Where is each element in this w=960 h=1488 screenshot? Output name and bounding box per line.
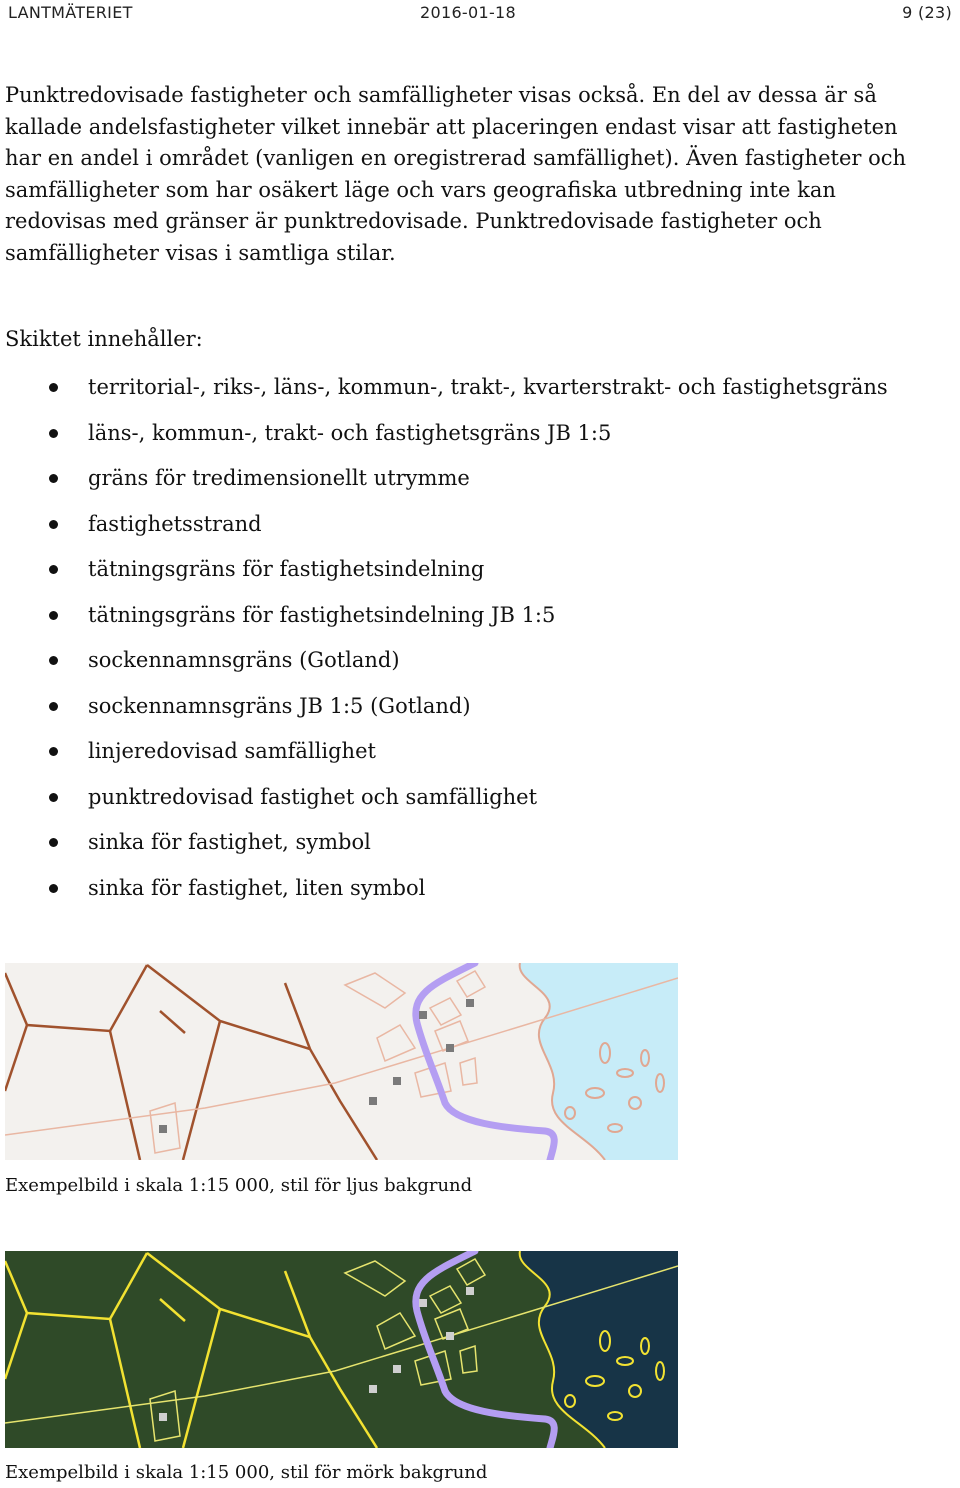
paragraph-line: samfälligheter som har osäkert läge och vars geografiska utbredning inte kan	[5, 177, 836, 202]
layer-list-intro: Skiktet innehåller:	[5, 327, 203, 351]
point-property-symbol	[159, 1125, 167, 1133]
paragraph-line: Punktredovisade fastigheter och samfälligheter visas också. En del av dessa är så	[5, 83, 877, 107]
list-item: sinka för fastighet, liten symbol	[0, 866, 888, 912]
point-property-symbol	[369, 1097, 377, 1105]
header-page-number: 9 (23)	[902, 3, 952, 22]
body-paragraph	[5, 80, 960, 269]
point-property-symbol	[393, 1365, 401, 1373]
figure-caption-dark: Exempelbild i skala 1:15 000, stil för mörk bakgrund	[5, 1462, 488, 1483]
paragraph-line: samfälligheter visas i samtliga stilar.	[5, 240, 396, 265]
list-item: sinka för fastighet, symbol	[0, 820, 888, 866]
figure-caption-light: Exempelbild i skala 1:15 000, stil för ljus bakgrund	[5, 1175, 473, 1196]
point-property-symbol	[466, 999, 474, 1007]
example-map-dark	[5, 1251, 678, 1448]
list-item: tätningsgräns för fastighetsindelning JB 1:5	[0, 593, 888, 639]
list-item: gräns för tredimensionellt utrymme	[0, 456, 888, 502]
list-item: läns-, kommun-, trakt- och fastighetsgräns JB 1:5	[0, 411, 888, 457]
header-date: 2016-01-18	[420, 3, 516, 22]
list-item: fastighetsstrand	[0, 502, 888, 548]
example-map-light	[5, 963, 678, 1160]
point-property-symbol	[419, 1011, 427, 1019]
point-property-symbol	[446, 1044, 454, 1052]
list-item: tätningsgräns för fastighetsindelning	[0, 547, 888, 593]
list-item: sockennamnsgräns JB 1:5 (Gotland)	[0, 684, 888, 730]
paragraph-line: redovisas med gränser är punktredovisade. Punktredovisade fastigheter och	[5, 209, 822, 233]
paragraph-line: kallade andelsfastigheter vilket innebär att placeringen endast visar att fastigheten	[5, 114, 898, 139]
point-property-symbol	[419, 1299, 427, 1307]
point-property-symbol	[446, 1332, 454, 1340]
list-item: territorial-, riks-, läns-, kommun-, trakt-, kvarterstrakt- och fastighetsgräns	[0, 365, 888, 411]
point-property-symbol	[393, 1077, 401, 1085]
point-property-symbol	[159, 1413, 167, 1421]
list-item: linjeredovisad samfällighet	[0, 729, 888, 775]
point-property-symbol	[466, 1287, 474, 1295]
header-organization: LANTMÄTERIET	[8, 3, 133, 22]
point-property-symbol	[369, 1385, 377, 1393]
layer-list	[0, 365, 888, 911]
paragraph-line: har en andel i området (vanligen en oregistrerad samfällighet). Även fastigheter och	[5, 146, 907, 170]
list-item: punktredovisad fastighet och samfällighet	[0, 775, 888, 821]
list-item: sockennamnsgräns (Gotland)	[0, 638, 888, 684]
